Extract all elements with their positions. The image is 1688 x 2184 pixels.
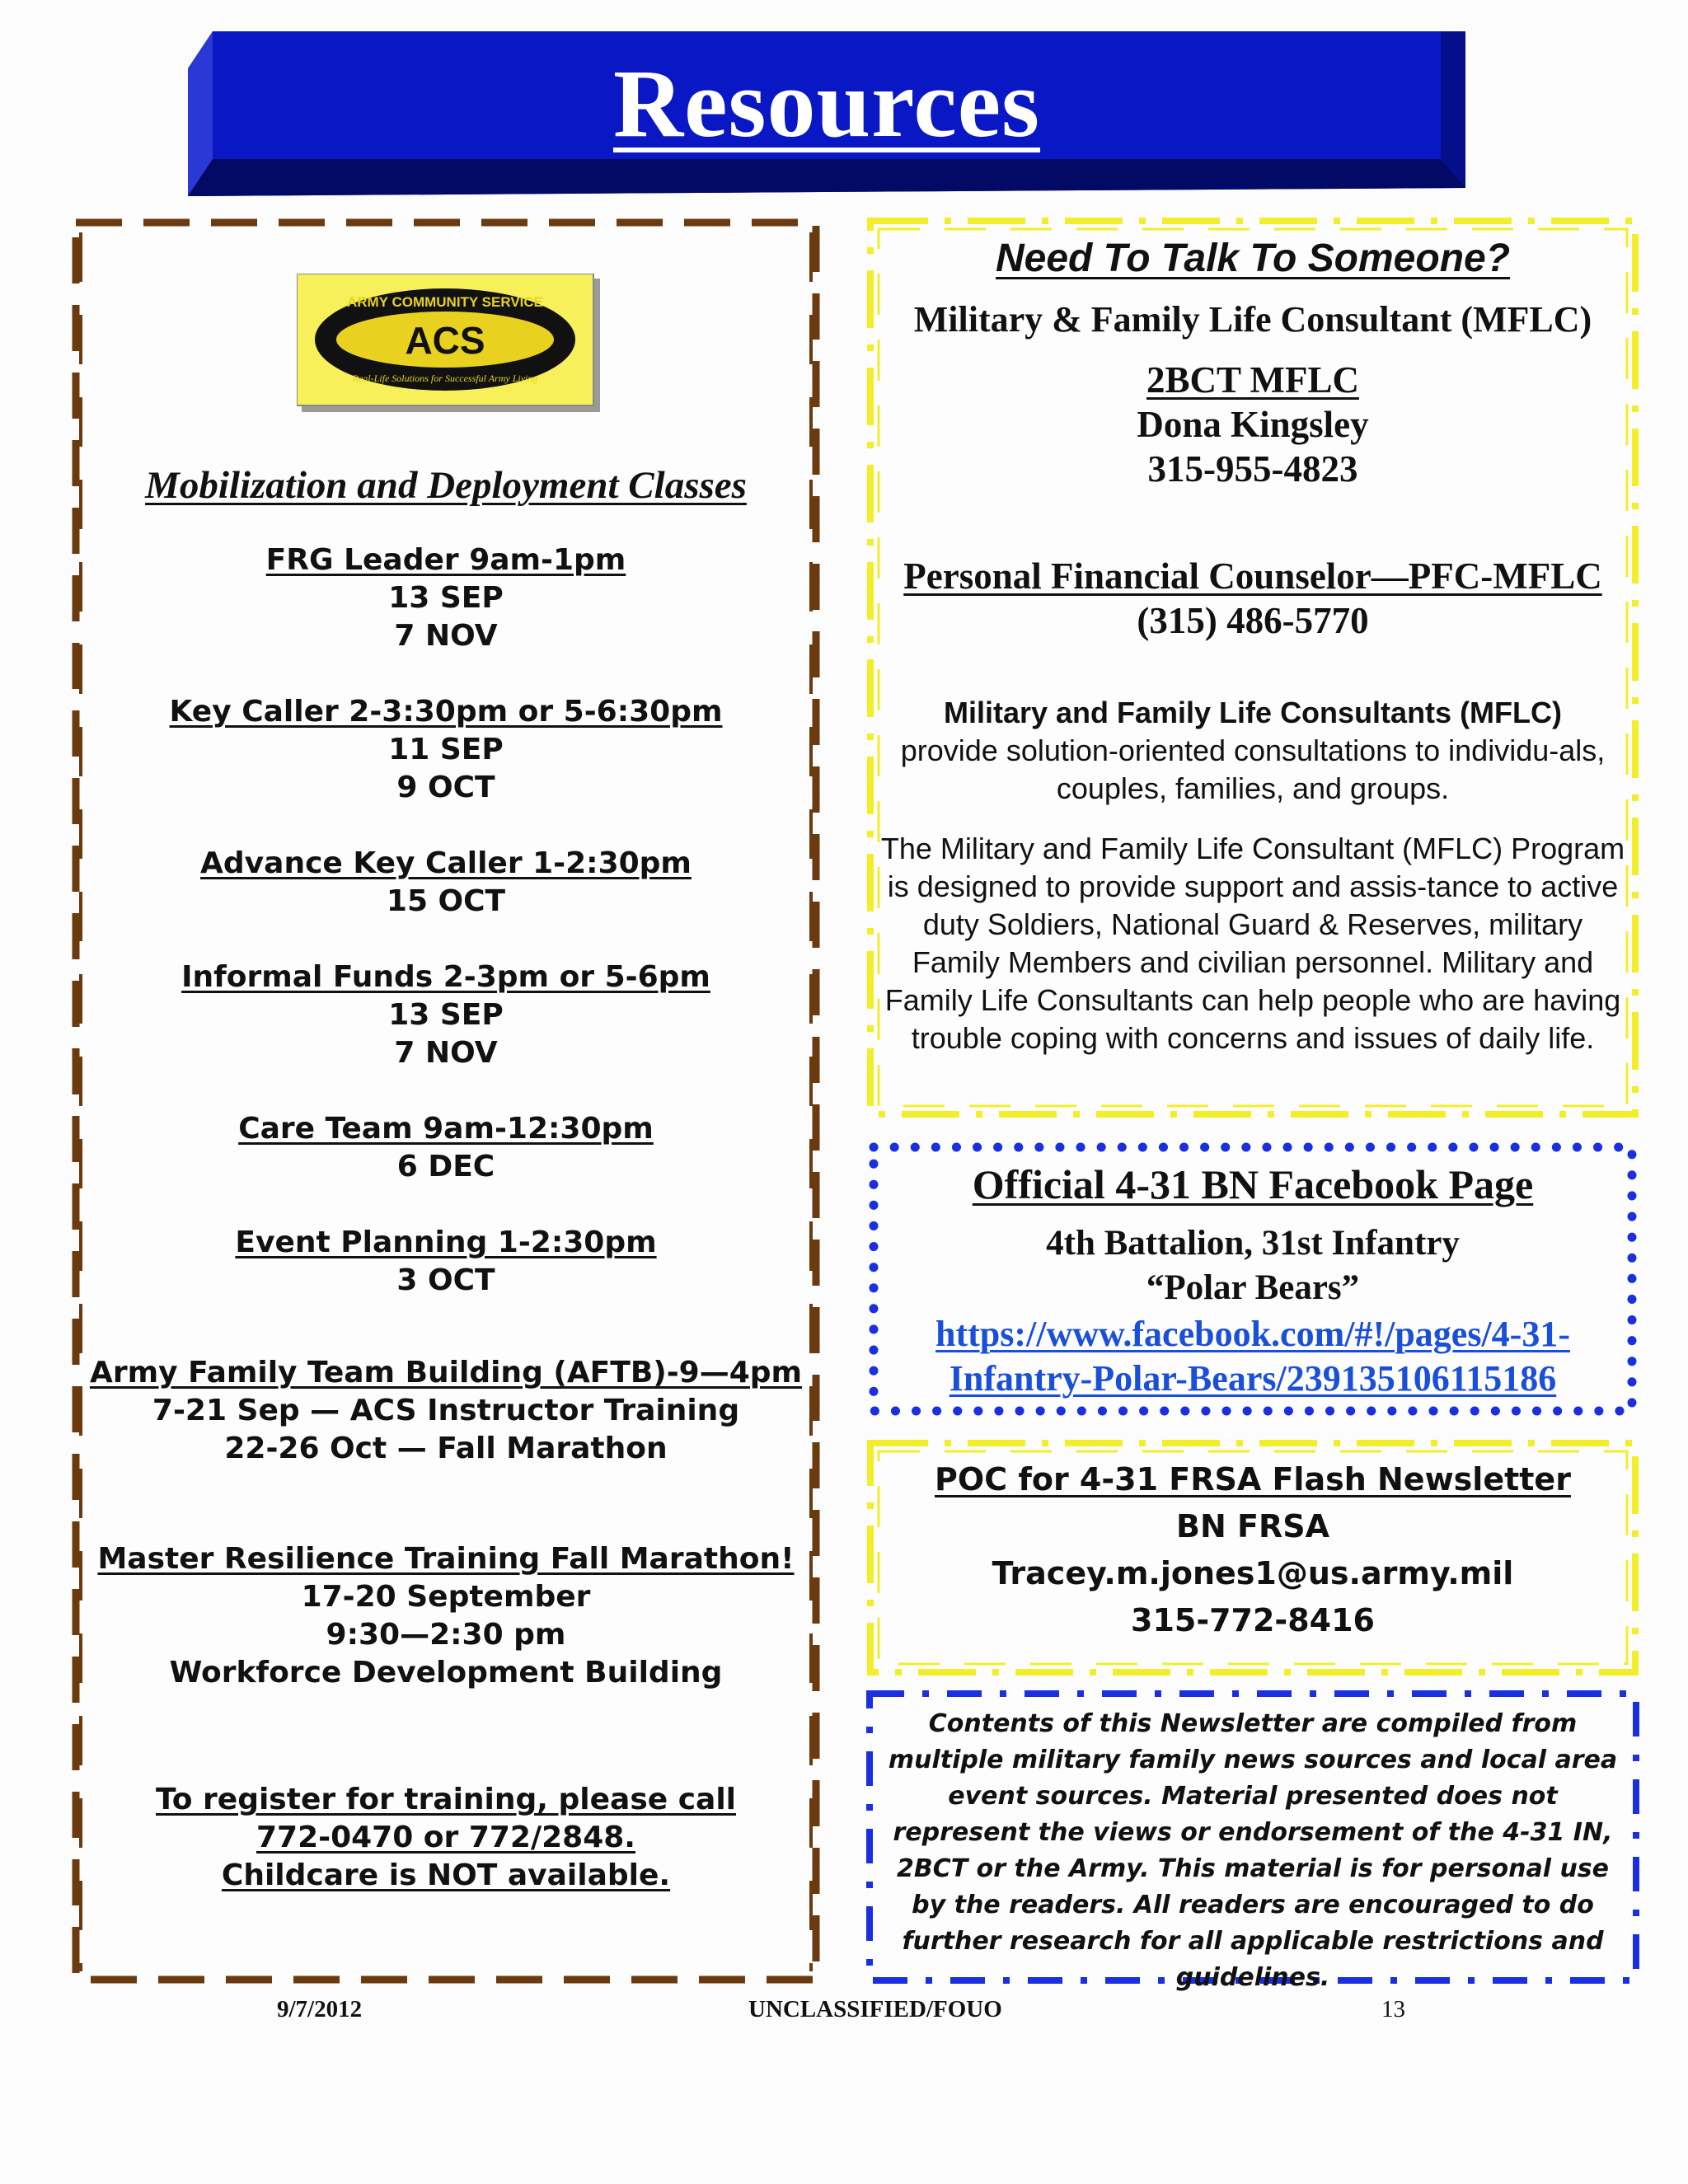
class-item xyxy=(69,541,823,655)
need-to-talk-box xyxy=(865,216,1640,1119)
mflc-phone: 315-955-4823 xyxy=(1147,448,1358,490)
class-date: 13 SEP xyxy=(388,998,504,1032)
class-title: Master Resilience Training Fall Marathon! xyxy=(97,1542,795,1576)
talk-title: Need To Talk To Someone? xyxy=(995,237,1511,280)
class-date: 13 SEP xyxy=(388,581,504,615)
class-title: Advance Key Caller 1-2:30pm xyxy=(200,846,692,880)
class-title: Army Family Team Building (AFTB)-9—4pm xyxy=(89,1356,803,1390)
class-item xyxy=(69,958,823,1072)
class-date: Workforce Development Building xyxy=(169,1656,723,1690)
mflc-name: Dona Kingsley xyxy=(1137,404,1369,445)
class-date: 9:30—2:30 pm xyxy=(326,1618,566,1652)
battalion-name: 4th Battalion, 31st Infantry xyxy=(1046,1224,1460,1263)
resources-banner xyxy=(188,23,1465,196)
class-title: Care Team 9am-12:30pm xyxy=(238,1112,654,1146)
class-date: 7 NOV xyxy=(394,619,498,653)
pfc-phone: (315) 486-5770 xyxy=(1137,600,1369,641)
class-item xyxy=(69,693,823,807)
class-date: 9 OCT xyxy=(396,771,495,804)
facebook-box xyxy=(865,1139,1640,1419)
class-item xyxy=(69,845,823,921)
disclaimer-box xyxy=(865,1690,1640,1992)
mflc-contact xyxy=(865,358,1640,491)
class-date: 17-20 September xyxy=(301,1580,591,1614)
register-phone: 772-0470 or 772/2848. xyxy=(256,1821,635,1854)
class-title: Event Planning 1-2:30pm xyxy=(235,1226,657,1259)
mflc-description-bold: Military and Family Life Consultants (MFLC) xyxy=(943,696,1563,729)
mflc-heading: 2BCT MFLC xyxy=(1146,359,1359,401)
classes-panel xyxy=(69,216,823,1986)
class-item xyxy=(69,1354,823,1468)
class-list xyxy=(69,541,823,1895)
facebook-title: Official 4-31 BN Facebook Page xyxy=(972,1161,1534,1207)
mflc-description xyxy=(882,694,1624,808)
poc-email[interactable]: Tracey.m.jones1@us.army.mil xyxy=(992,1555,1514,1591)
facebook-subtitle xyxy=(865,1221,1640,1310)
facebook-link-line[interactable]: Infantry-Polar-Bears/239135106115186 xyxy=(949,1358,1557,1399)
poc-phone: 315-772-8416 xyxy=(1131,1602,1375,1638)
poc-contact xyxy=(865,1456,1640,1644)
facebook-link-line[interactable]: https://www.facebook.com/#!/pages/4-31- xyxy=(935,1314,1570,1354)
disclaimer-text: Contents of this Newsletter are compiled from multiple military family news sources and local area event sources. Material presented does not represent the views or endorsement of the 4-31 IN, 2BCT or the Army. This material is for personal use by the readers. All readers are encouraged to do further research for all applicable restrictions and guidelines. xyxy=(888,1709,1618,1992)
page-number: 13 xyxy=(1381,1996,1405,2022)
battalion-nickname: “Polar Bears” xyxy=(1146,1268,1360,1307)
facebook-link[interactable] xyxy=(865,1312,1640,1401)
class-date: 22-26 Oct — Fall Marathon xyxy=(224,1432,668,1465)
poc-box xyxy=(865,1438,1640,1677)
class-item xyxy=(69,1224,823,1300)
mflc-program-text: The Military and Family Life Consultant (MFLC) Program is designed to provide support and assis-tance to active duty Soldiers, National Guard & Reserves, military Family Members and civilian personnel. Military and Family Life Consultants can help people who are having trouble coping with concerns and issues of daily life. xyxy=(880,832,1625,1055)
pfc-heading: Personal Financial Counselor—PFC-MFLC xyxy=(903,555,1602,597)
class-title: Key Caller 2-3:30pm or 5-6:30pm xyxy=(169,695,723,729)
classes-heading: Mobilization and Deployment Classes xyxy=(145,464,747,507)
class-date: 7-21 Sep — ACS Instructor Training xyxy=(152,1394,740,1427)
footer-date: 9/7/2012 xyxy=(277,1996,363,2022)
talk-subtitle: Military & Family Life Consultant (MFLC) xyxy=(913,299,1592,340)
register-info xyxy=(69,1781,823,1895)
childcare-note: Childcare is NOT available. xyxy=(221,1858,671,1892)
acs-logo xyxy=(297,274,602,414)
class-item xyxy=(69,1540,823,1692)
pfc-contact xyxy=(865,554,1640,643)
acs-logo-center-text: ACS xyxy=(405,319,485,362)
poc-role: BN FRSA xyxy=(1176,1508,1329,1544)
class-date: 7 NOV xyxy=(394,1036,498,1070)
register-line: To register for training, please call xyxy=(155,1783,737,1816)
class-date: 11 SEP xyxy=(388,733,504,766)
acs-logo-bottom-text: Real-Life Solutions for Successful Army Living xyxy=(352,373,538,384)
class-title: Informal Funds 2-3pm or 5-6pm xyxy=(181,960,710,994)
poc-title: POC for 4-31 FRSA Flash Newsletter xyxy=(935,1461,1571,1497)
class-date: 6 DEC xyxy=(396,1150,495,1183)
footer-classification: UNCLASSIFIED/FOUO xyxy=(748,1996,1002,2022)
page-title: Resources xyxy=(612,49,1041,157)
class-title: FRG Leader 9am-1pm xyxy=(265,543,626,577)
acs-logo-top-text: ARMY COMMUNITY SERVICE xyxy=(346,294,544,310)
mflc-description-text: provide solution-oriented consultations to individu-als, couples, families, and groups. xyxy=(900,733,1606,805)
class-date: 15 OCT xyxy=(386,884,506,918)
class-item xyxy=(69,1110,823,1186)
class-date: 3 OCT xyxy=(396,1263,495,1297)
